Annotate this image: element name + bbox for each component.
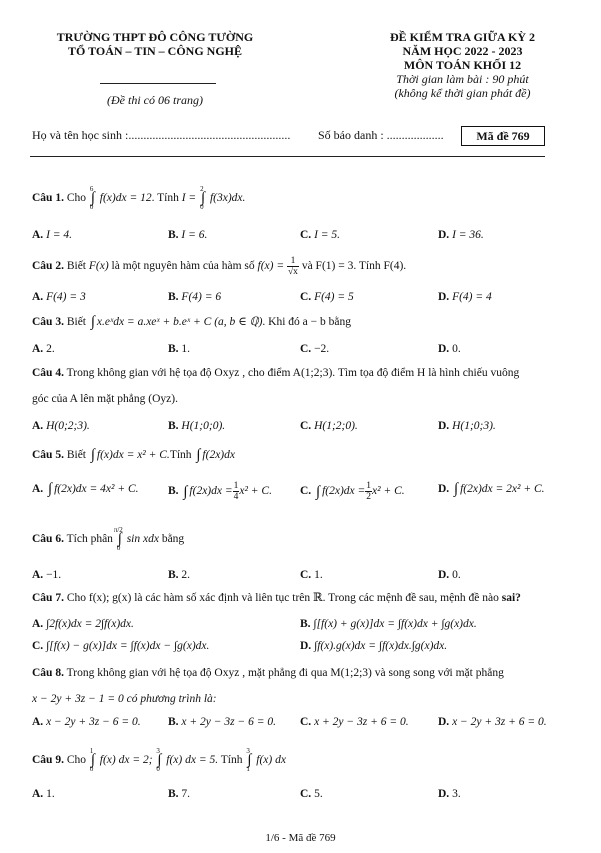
q2-option-d[interactable]: D. F(4) = 4	[438, 291, 492, 303]
q4-option-d[interactable]: D. H(1;0;3).	[438, 420, 496, 432]
question-1: Câu 1. Cho ∫ 6 0 f(x)dx = 12. Tính I = ∫ 2 0 f(3x)dx.	[32, 185, 246, 212]
q8-option-c[interactable]: C. x + 2y − 3z + 6 = 0.	[300, 716, 409, 728]
school-name: TRƯỜNG THPT ĐÔ CÔNG TƯỜNG	[56, 30, 254, 44]
school-header	[30, 30, 280, 58]
integral-sign: ∫	[196, 447, 201, 464]
school-year: NĂM HỌC 2022 - 2023	[402, 44, 523, 58]
header-divider-left	[100, 83, 216, 84]
q3-option-d[interactable]: D. 0.	[438, 343, 461, 355]
q8-option-d[interactable]: D. x − 2y + 3z + 6 = 0.	[438, 716, 547, 728]
fraction: $\frac{1}{√x}$	[287, 256, 298, 277]
question-7: Câu 7. Cho f(x); g(x) là các hàm số xác định và liên tục trên ℝ. Trong các mệnh đề sau, mệnh đề nào sai?	[32, 592, 521, 604]
q6-option-b[interactable]: B. 2.	[168, 569, 191, 581]
question-8-line-2: x − 2y + 3z − 1 = 0 có phương trình là:	[32, 693, 217, 705]
integral-sign: ∫ 1 0	[89, 747, 95, 774]
q1-option-d[interactable]: D. I = 36.	[438, 229, 484, 241]
q7-option-a[interactable]: A. ∫2f(x)dx = 2∫f(x)dx.	[32, 618, 134, 630]
q3-option-c[interactable]: C. −2.	[300, 343, 330, 355]
q2-option-a[interactable]: A. F(4) = 3	[32, 291, 86, 303]
integral-sign: ∫ 2 0	[200, 185, 206, 212]
page-footer: 1/6 - Mã đề 769	[265, 832, 336, 844]
q1-option-b[interactable]: B. I = 6.	[168, 229, 208, 241]
q4-option-a[interactable]: A. H(0;2;3).	[32, 420, 90, 432]
q6-option-a[interactable]: A. −1.	[32, 569, 62, 581]
question-5: Câu 5. Biết ∫ f(x)dx = x² + C.Tính ∫ f(2x)dx	[32, 447, 235, 464]
q8-option-b[interactable]: B. x + 2y − 3z − 6 = 0.	[168, 716, 277, 728]
exam-time-note: (không kể thời gian phát đề)	[394, 86, 531, 100]
q2-option-b[interactable]: B. F(4) = 6	[168, 291, 222, 303]
q2-option-c[interactable]: C. F(4) = 5	[300, 291, 354, 303]
integral-sign: ∫ 6 0	[89, 185, 95, 212]
integral-sign: ∫ 3 1	[246, 747, 252, 774]
q5-option-b[interactable]: B. ∫ f(2x)dx = $\frac{1}{4}$ x² + C.	[168, 481, 272, 502]
subject: MÔN TOÁN KHỐI 12	[403, 58, 522, 72]
q1-option-c[interactable]: C. I = 5.	[300, 229, 341, 241]
integral-sign: ∫	[90, 447, 95, 464]
q9-option-b[interactable]: B. 7.	[168, 788, 191, 800]
pages-note: (Đề thi có 06 trang)	[107, 93, 203, 107]
emphasis-wrong: sai?	[501, 592, 521, 604]
student-name-label: Họ và tên học sinh :......................................................	[32, 128, 291, 142]
integral-sign: ∫ 3 0	[156, 747, 162, 774]
exam-code-box: Mã đề 769	[461, 126, 545, 146]
q4-option-b[interactable]: B. H(1;0;0).	[168, 420, 226, 432]
question-6: Câu 6. Tích phân ∫ π/2 0 sin xdx bằng	[32, 526, 185, 553]
q8-option-a[interactable]: A. x − 2y + 3z − 6 = 0.	[32, 716, 141, 728]
q7-option-c[interactable]: C. ∫[f(x) − g(x)]dx = ∫f(x)dx − ∫g(x)dx.	[32, 640, 210, 652]
q5-option-d[interactable]: D. ∫ f(2x)dx = 2x² + C.	[438, 481, 545, 498]
integral-sign: ∫	[90, 314, 95, 331]
question-3: Câu 3. Biết ∫ x.eˣdx = a.xeˣ + b.eˣ + C (a, b ∈ ℚ). Khi đó a − b bằng	[32, 314, 351, 331]
exam-header	[340, 30, 585, 100]
student-id-label: Số báo danh : ...................	[318, 128, 444, 142]
exam-title: ĐỀ KIỂM TRA GIỮA KỲ 2	[389, 30, 536, 44]
question-9: Câu 9. Cho ∫ 1 0 f(x) dx = 2; ∫ 3 0 f(x) dx = 5. Tính ∫ 3 1 f(x) dx	[32, 747, 286, 774]
q3-option-b[interactable]: B. 1.	[168, 343, 191, 355]
q6-option-c[interactable]: C. 1.	[300, 569, 323, 581]
q5-option-c[interactable]: C. ∫ f(2x)dx = $\frac{1}{2}$ x² + C.	[300, 481, 405, 502]
q3-option-a[interactable]: A. 2.	[32, 343, 55, 355]
question-4: Câu 4. Trong không gian với hệ tọa độ Oxyz , cho điểm A(1;2;3). Tìm tọa độ điểm H là hình chiếu vuông	[32, 367, 520, 379]
q6-option-d[interactable]: D. 0.	[438, 569, 461, 581]
q9-option-d[interactable]: D. 3.	[438, 788, 461, 800]
q5-option-a[interactable]: A. ∫ f(2x)dx = 4x² + C.	[32, 481, 139, 498]
q7-option-d[interactable]: D. ∫f(x).g(x)dx = ∫f(x)dx.∫g(x)dx.	[300, 640, 448, 652]
integral-sign: ∫ π/2 0	[113, 526, 123, 553]
q7-option-b[interactable]: B. ∫[f(x) + g(x)]dx = ∫f(x)dx + ∫g(x)dx.	[300, 618, 477, 630]
question-2: Câu 2. Biết F(x) là một nguyên hàm của hàm số f(x) = $\frac{1}{√x}$ và F(1) = 3. Tính F(4).	[32, 256, 407, 277]
info-divider	[30, 156, 545, 157]
exam-time: Thời gian làm bài : 90 phút	[396, 72, 529, 86]
department-name: TỔ TOÁN – TIN – CÔNG NGHỆ	[67, 44, 243, 58]
q1-option-a[interactable]: A. I = 4.	[32, 229, 73, 241]
q4-option-c[interactable]: C. H(1;2;0).	[300, 420, 358, 432]
question-4-line-2: góc của A lên mặt phẳng (Oyz).	[32, 393, 178, 405]
q9-option-a[interactable]: A. 1.	[32, 788, 55, 800]
question-8: Câu 8. Trong không gian với hệ tọa độ Oxyz , mặt phẳng đi qua M(1;2;3) và song song với mặt phẳng	[32, 667, 504, 679]
q9-option-c[interactable]: C. 5.	[300, 788, 323, 800]
